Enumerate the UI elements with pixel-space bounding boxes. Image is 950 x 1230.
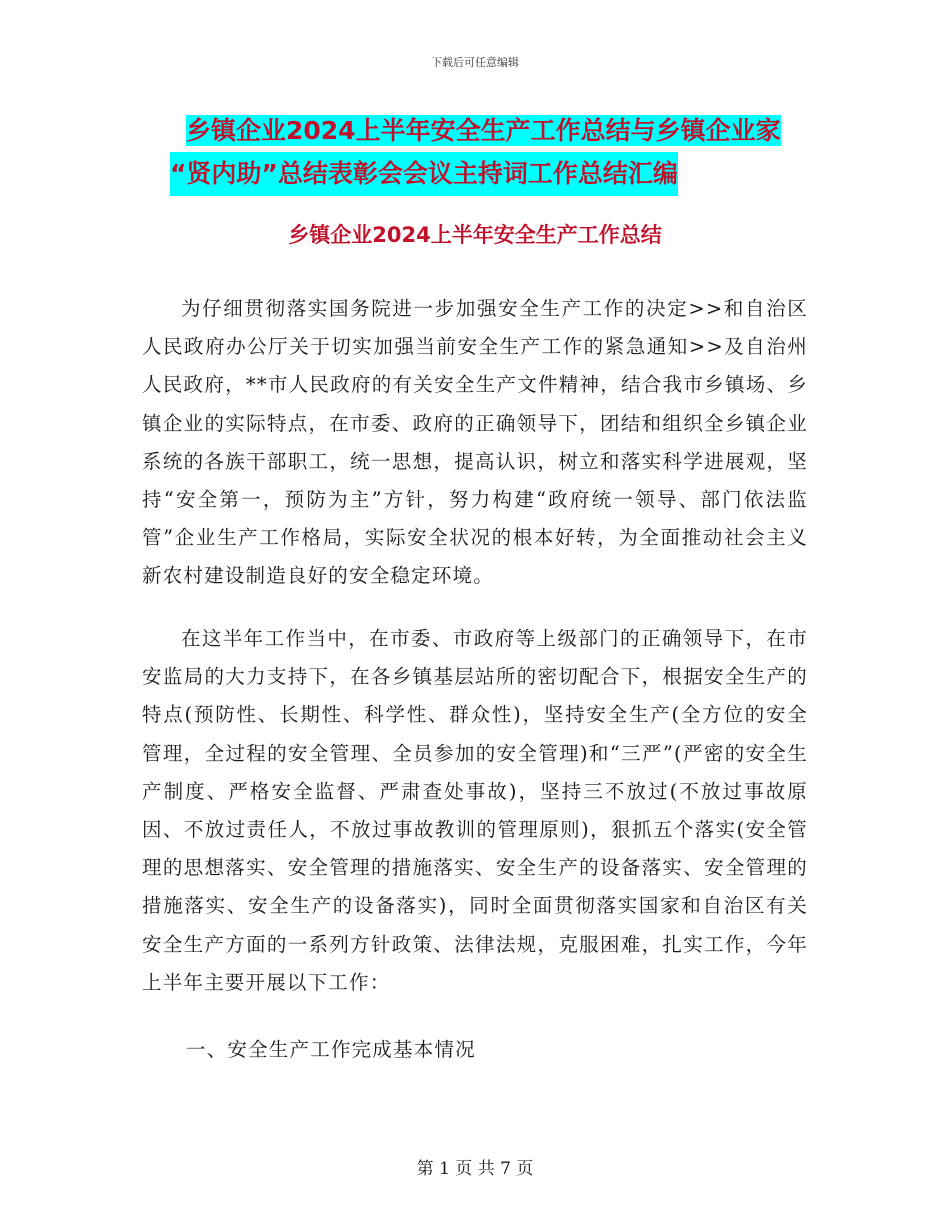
document-title-line-2: “贤内助”总结表彰会会议主持词工作总结汇编	[170, 152, 678, 196]
subheading: 一、安全生产工作完成基本情况	[186, 1038, 476, 1061]
page-number-footer: 第 1 页 共 7 页	[416, 1159, 534, 1179]
document-title-line-1: 乡镇企业2024上半年安全生产工作总结与乡镇企业家	[186, 116, 781, 145]
section-title: 乡镇企业2024上半年安全生产工作总结	[288, 223, 662, 247]
document-title	[170, 110, 826, 196]
header-note: 下载后可任意编辑	[431, 56, 519, 69]
body-paragraph-2: 在这半年工作当中，在市委、市政府等上级部门的正确领导下，在市安监局的大力支持下，在各乡镇基层站所的密切配合下，根据安全生产的特点(预防性、长期性、科学性、群众性)，坚持安全生产(全方位的安全管理，全过程的安全管理、全员参加的安全管理)和“三严”(严密的安全生产制度、严格安全监督、严肃查处事故)，坚持三不放过(不放过事故原因、不放过责任人，不放过事故教训的管理原则)，狠抓五个落实(安全管理的思想落实、安全管理的措施落实、安全生产的设备落实、安全管理的措施落实、安全生产的设备落实)，同时全面贯彻落实国家和自治区有关安全生产方面的一系列方针政策、法律法规，克服困难，扎实工作，今年上半年主要开展以下工作：	[142, 627, 808, 994]
body-paragraph-1: 为仔细贯彻落实国务院进一步加强安全生产工作的决定>>和自治区人民政府办公厅关于切实加强当前安全生产工作的紧急通知>>及自治州人民政府，**市人民政府的有关安全生产文件精神，结合我市乡镇场、乡镇企业的实际特点，在市委、政府的正确领导下，团结和组织全乡镇企业系统的各族干部职工，统一思想，提高认识，树立和落实科学进展观，坚持“安全第一，预防为主”方针，努力构建“政府统一领导、部门依法监管”企业生产工作格局，实际安全状况的根本好转，为全面推动社会主义新农村建设制造良好的安全稳定环境。	[142, 297, 808, 588]
